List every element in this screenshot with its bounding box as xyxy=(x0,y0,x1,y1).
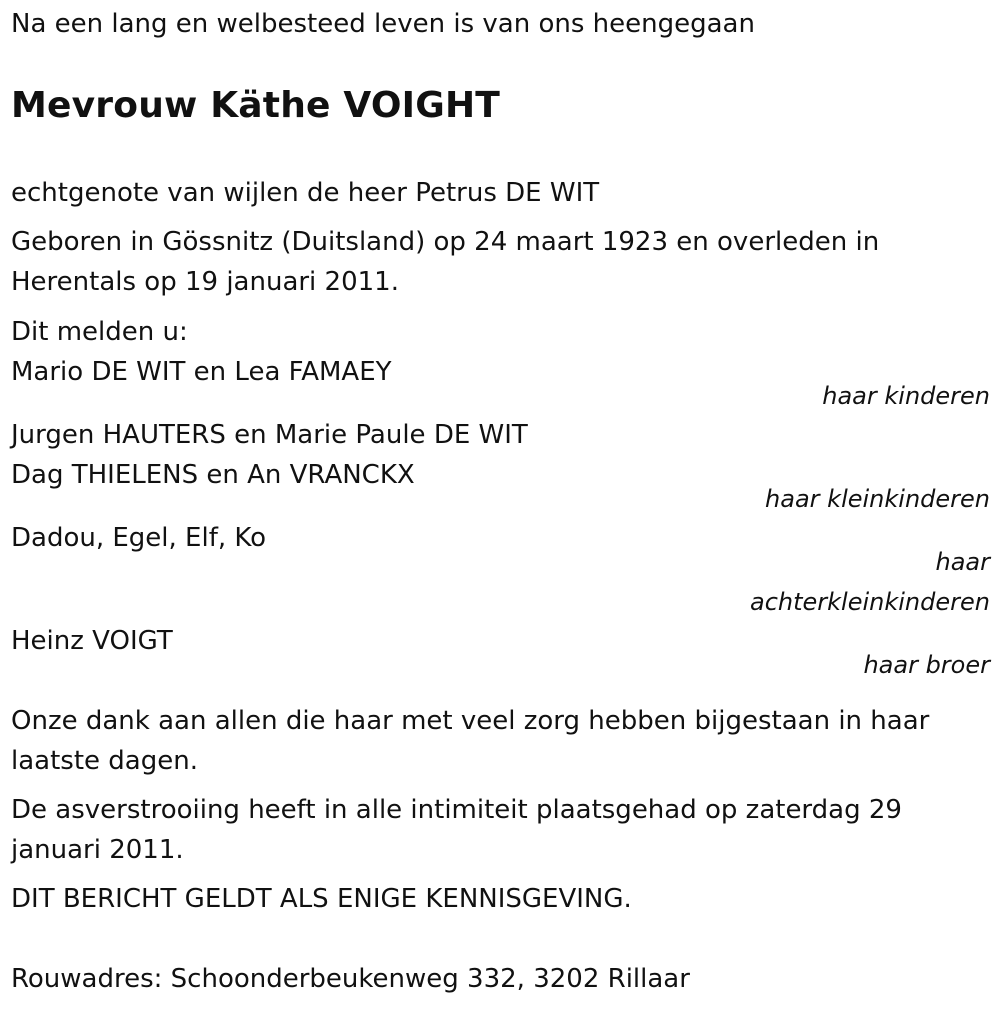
deceased-name: Mevrouw Käthe VOIGHT xyxy=(11,85,501,126)
sole-notice: DIT BERICHT GELDT ALS ENIGE KENNISGEVING. xyxy=(11,884,632,914)
intro-text: Na een lang en welbesteed leven is van ons heengegaan xyxy=(11,9,755,39)
grandchildren-role: haar kleinkinderen xyxy=(765,485,990,513)
children-names: Mario DE WIT en Lea FAMAEY xyxy=(11,357,392,387)
spouse-text: echtgenote van wijlen de heer Petrus DE WIT xyxy=(11,178,600,208)
thanks-line-2: laatste dagen. xyxy=(11,746,198,776)
brother-name: Heinz VOIGT xyxy=(11,626,173,656)
ceremony-line-2: januari 2011. xyxy=(11,835,184,865)
grandchildren-names-1: Jurgen HAUTERS en Marie Paule DE WIT xyxy=(11,420,528,450)
thanks-line-1: Onze dank aan allen die haar met veel zorg hebben bijgestaan in haar xyxy=(11,706,930,736)
mourning-address: Rouwadres: Schoonderbeukenweg 332, 3202 Rillaar xyxy=(11,964,690,994)
great-grandchildren-names: Dadou, Egel, Elf, Ko xyxy=(11,523,267,553)
children-role: haar kinderen xyxy=(822,382,990,410)
grandchildren-names-2: Dag THIELENS en An VRANCKX xyxy=(11,460,415,490)
ceremony-line-1: De asverstrooiing heeft in alle intimiteit plaatsgehad op zaterdag 29 xyxy=(11,795,902,825)
great-grandchildren-role-2: achterkleinkinderen xyxy=(750,588,990,616)
announce-intro: Dit melden u: xyxy=(11,317,188,347)
great-grandchildren-role-1: haar xyxy=(935,548,990,576)
birth-death-line-1: Geboren in Gössnitz (Duitsland) op 24 maart 1923 en overleden in xyxy=(11,227,880,257)
birth-death-line-2: Herentals op 19 januari 2011. xyxy=(11,267,399,297)
brother-role: haar broer xyxy=(863,651,990,679)
